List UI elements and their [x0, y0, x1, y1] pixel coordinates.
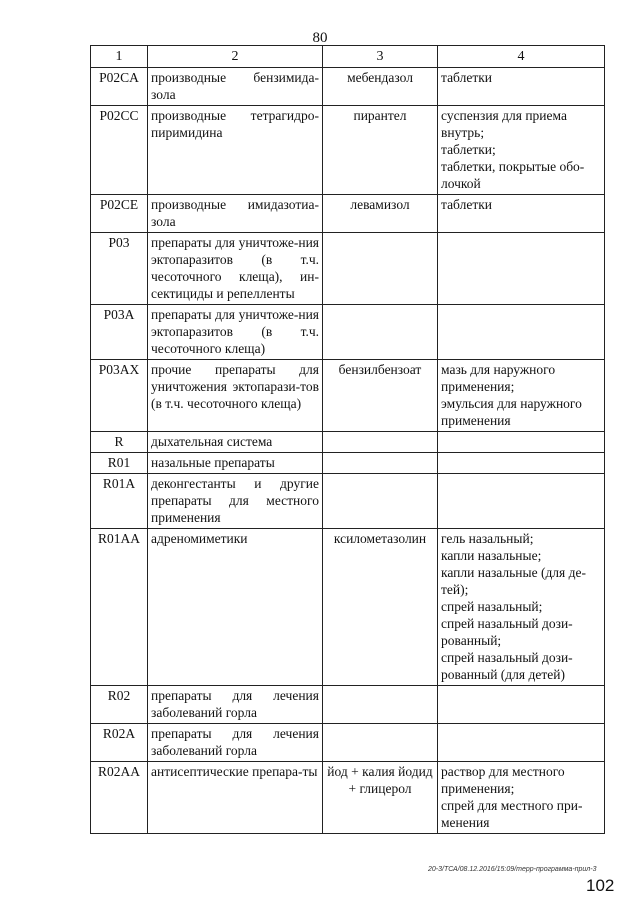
atc-code-cell: P02CC — [91, 106, 148, 195]
footer-file-path: 20-3/ТСА/08.12.2016/15:09/терр-программа-прил-3 — [428, 866, 597, 873]
group-name-cell: препараты для уничтоже-ния эктопаразитов (в т.ч. чесоточного клеща), ин-сектициды и репелленты — [148, 233, 323, 305]
atc-code-cell: R02AA — [91, 762, 148, 834]
dosage-form-cell — [438, 233, 605, 305]
drug-classification-table — [90, 45, 605, 834]
atc-code-cell: P03AX — [91, 360, 148, 432]
atc-code-cell: P03A — [91, 305, 148, 360]
table-row — [91, 474, 605, 529]
group-name-cell: адреномиметики — [148, 529, 323, 686]
group-name-cell: производные тетрагидро-пиримидина — [148, 106, 323, 195]
table-row — [91, 762, 605, 834]
dosage-form-cell: суспензия для приема внутрь; таблетки; таблетки, покрытые обо-лочкой — [438, 106, 605, 195]
atc-code-cell: R01 — [91, 453, 148, 474]
column-header-2: 2 — [148, 46, 323, 68]
column-header-4: 4 — [438, 46, 605, 68]
group-name-cell: препараты для лечения заболеваний горла — [148, 686, 323, 724]
group-name-cell: деконгестанты и другие препараты для местного применения — [148, 474, 323, 529]
table-row — [91, 195, 605, 233]
drug-name-cell: мебендазол — [323, 68, 438, 106]
dosage-form-cell — [438, 686, 605, 724]
dosage-form-cell — [438, 474, 605, 529]
table-row — [91, 529, 605, 686]
drug-name-cell — [323, 686, 438, 724]
dosage-form-cell — [438, 432, 605, 453]
drug-name-cell: бензилбензоат — [323, 360, 438, 432]
drug-name-cell: ксилометазолин — [323, 529, 438, 686]
drug-name-cell — [323, 453, 438, 474]
dosage-form-cell — [438, 305, 605, 360]
table-row — [91, 360, 605, 432]
drug-name-cell: левамизол — [323, 195, 438, 233]
table-row — [91, 453, 605, 474]
dosage-form-cell: мазь для наружного применения; эмульсия для наружного применения — [438, 360, 605, 432]
dosage-form-cell: таблетки — [438, 195, 605, 233]
atc-code-cell: P02CA — [91, 68, 148, 106]
atc-code-cell: R02A — [91, 724, 148, 762]
group-name-cell: прочие препараты для уничтожения эктопарази-тов (в т.ч. чесоточного клеща) — [148, 360, 323, 432]
drug-name-cell — [323, 305, 438, 360]
table-body — [91, 68, 605, 834]
table-row — [91, 233, 605, 305]
column-header-1: 1 — [91, 46, 148, 68]
dosage-form-cell: таблетки — [438, 68, 605, 106]
drug-name-cell: йод + калия йодид + глицерол — [323, 762, 438, 834]
atc-code-cell: R01A — [91, 474, 148, 529]
table-row — [91, 68, 605, 106]
atc-code-cell: P03 — [91, 233, 148, 305]
group-name-cell: назальные препараты — [148, 453, 323, 474]
atc-code-cell: R01AA — [91, 529, 148, 686]
group-name-cell: препараты для лечения заболеваний горла — [148, 724, 323, 762]
table-row — [91, 686, 605, 724]
atc-code-cell: R02 — [91, 686, 148, 724]
group-name-cell: дыхательная система — [148, 432, 323, 453]
table-header-row — [91, 46, 605, 68]
atc-code-cell: P02CE — [91, 195, 148, 233]
drug-name-cell — [323, 233, 438, 305]
drug-name-cell — [323, 474, 438, 529]
table-row — [91, 106, 605, 195]
dosage-form-cell — [438, 724, 605, 762]
group-name-cell: препараты для уничтоже-ния эктопаразитов (в т.ч. чесоточного клеща) — [148, 305, 323, 360]
drug-name-cell — [323, 724, 438, 762]
dosage-form-cell: раствор для местного применения; спрей для местного при-менения — [438, 762, 605, 834]
group-name-cell: производные имидазотиа-зола — [148, 195, 323, 233]
atc-code-cell: R — [91, 432, 148, 453]
footer-page-number: 102 — [586, 876, 615, 895]
table-row — [91, 724, 605, 762]
column-header-3: 3 — [323, 46, 438, 68]
drug-name-cell — [323, 432, 438, 453]
group-name-cell: производные бензимида-зола — [148, 68, 323, 106]
drug-name-cell: пирантел — [323, 106, 438, 195]
table-row — [91, 305, 605, 360]
page-number: 80 — [312, 30, 328, 46]
dosage-form-cell: гель назальный; капли назальные; капли назальные (для де-тей); спрей назальный; спрей назальный дози-рованный; спрей назальный дози-рованный (для детей) — [438, 529, 605, 686]
dosage-form-cell — [438, 453, 605, 474]
group-name-cell: антисептические препара-ты — [148, 762, 323, 834]
table-row — [91, 432, 605, 453]
